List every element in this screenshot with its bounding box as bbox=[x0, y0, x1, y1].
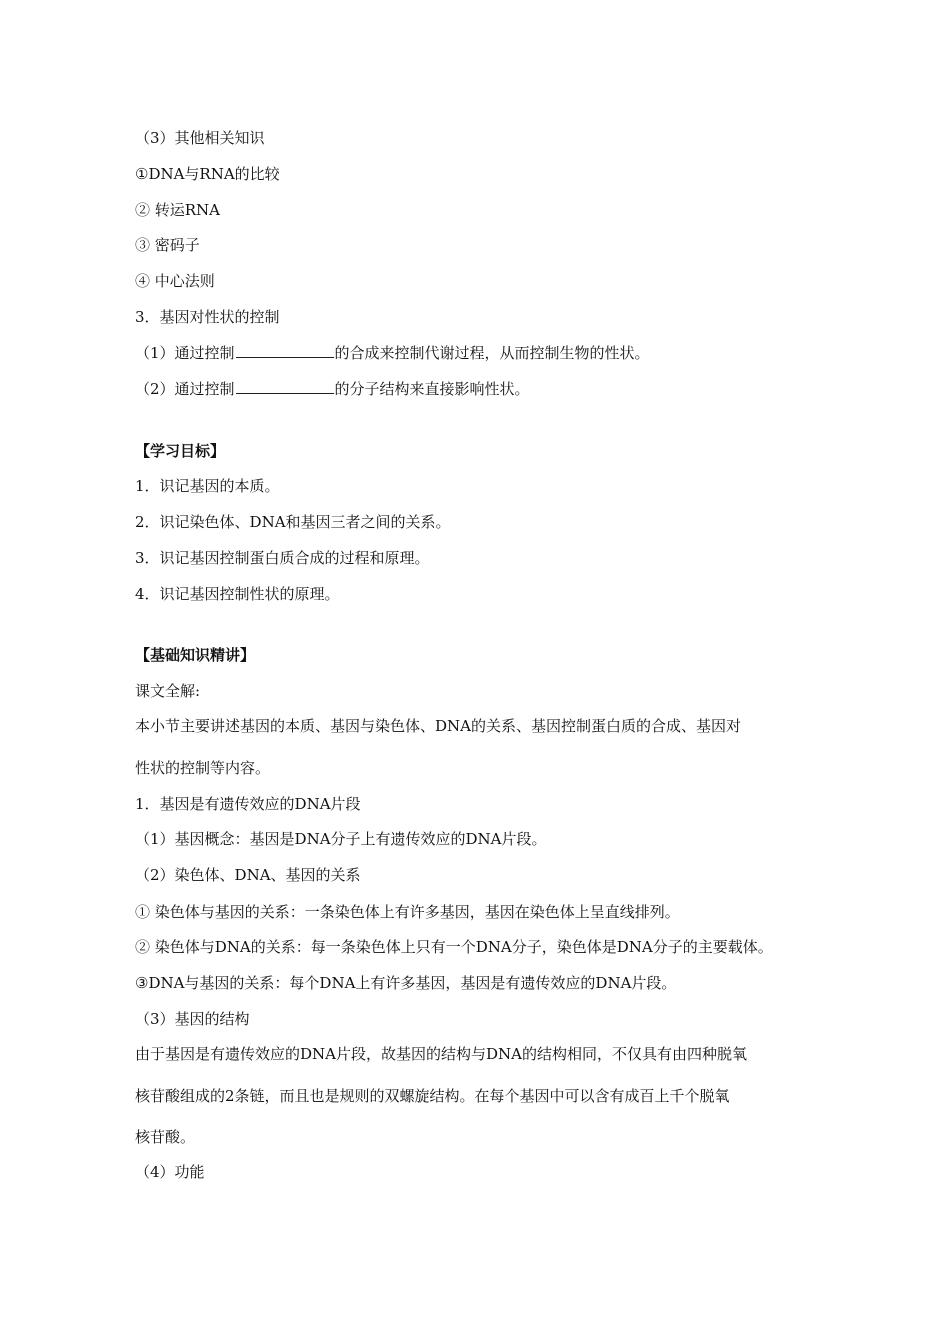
relation-chromosome-dna: ② 染色体与DNA的关系：每一条染色体上只有一个DNA分子，染色体是DNA分子的主要载体。 bbox=[135, 938, 773, 956]
structure-paragraph-line-3: 核苷酸。 bbox=[135, 1128, 196, 1146]
intro-paragraph-line-2: 性状的控制等内容。 bbox=[135, 759, 271, 777]
item-dna-rna-compare: ①DNA与RNA的比较 bbox=[135, 165, 280, 183]
fill-blank-2-prefix: （2）通过控制 bbox=[135, 380, 235, 398]
goal-item: 1．识记基因的本质。 bbox=[135, 477, 280, 495]
fill-blank-line-2 bbox=[135, 379, 825, 399]
relation-dna-gene: ③DNA与基因的关系：每个DNA上有许多基因，基因是有遗传效应的DNA片段。 bbox=[135, 974, 677, 992]
knowledge-item-function: （4）功能 bbox=[135, 1163, 205, 1181]
goals-heading: 【学习目标】 bbox=[135, 442, 226, 460]
fill-blank-2-suffix: 的分子结构来直接影响性状。 bbox=[334, 380, 530, 398]
section-gene-trait-control: 3．基因对性状的控制 bbox=[135, 308, 280, 326]
fill-blank-1-prefix: （1）通过控制 bbox=[135, 344, 235, 362]
blank-1[interactable] bbox=[236, 343, 334, 358]
structure-paragraph-line-2: 核苷酸组成的2条链，而且也是规则的双螺旋结构。在每个基因中可以含有成百上千个脱氧 bbox=[135, 1087, 730, 1105]
goal-item: 2．识记染色体、DNA和基因三者之间的关系。 bbox=[135, 513, 451, 531]
intro-paragraph-line-1: 本小节主要讲述基因的本质、基因与染色体、DNA的关系、基因控制蛋白质的合成、基因对 bbox=[135, 717, 741, 735]
item-codon: ③ 密码子 bbox=[135, 236, 200, 254]
goal-item: 3．识记基因控制蛋白质合成的过程和原理。 bbox=[135, 549, 430, 567]
item-transfer-rna: ② 转运RNA bbox=[135, 201, 221, 219]
knowledge-item-gene-concept: （1）基因概念：基因是DNA分子上有遗传效应的DNA片段。 bbox=[135, 830, 547, 848]
intro-label: 课文全解: bbox=[135, 682, 201, 700]
relation-chromosome-gene: ① 染色体与基因的关系：一条染色体上有许多基因，基因在染色体上呈直线排列。 bbox=[135, 903, 680, 921]
knowledge-item-relations: （2）染色体、DNA、基因的关系 bbox=[135, 866, 361, 884]
item-central-dogma: ④ 中心法则 bbox=[135, 272, 215, 290]
goal-item: 4．识记基因控制性状的原理。 bbox=[135, 585, 340, 603]
knowledge-item-gene-structure: （3）基因的结构 bbox=[135, 1010, 250, 1028]
knowledge-item-1: 1．基因是有遗传效应的DNA片段 bbox=[135, 795, 361, 813]
knowledge-heading: 【基础知识精讲】 bbox=[135, 646, 256, 664]
fill-blank-1-suffix: 的合成来控制代谢过程，从而控制生物的性状。 bbox=[334, 344, 650, 362]
subsection-other-knowledge: （3）其他相关知识 bbox=[135, 129, 265, 147]
blank-2[interactable] bbox=[236, 379, 334, 394]
fill-blank-line-1 bbox=[135, 343, 825, 363]
structure-paragraph-line-1: 由于基因是有遗传效应的DNA片段，故基因的结构与DNA的结构相同，不仅具有由四种脱氧 bbox=[135, 1045, 747, 1063]
